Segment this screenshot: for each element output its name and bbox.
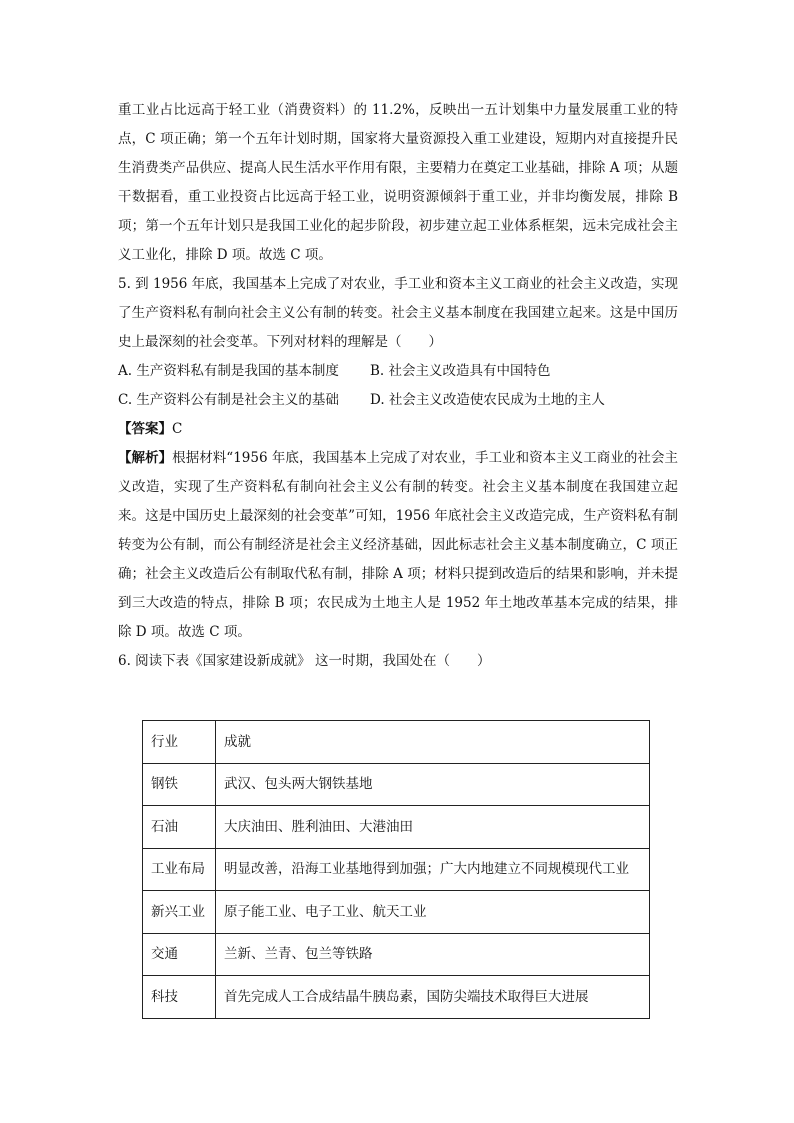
q5-option-a: A. 生产资料私有制是我国的基本制度 <box>118 363 339 379</box>
q5-answer-label: 【答案】 <box>118 421 172 437</box>
table-cell-achievement: 兰新、兰青、包兰等铁路 <box>216 933 650 976</box>
table-row <box>143 976 650 1019</box>
table-row <box>143 848 650 891</box>
q5-options-row-1 <box>118 357 678 386</box>
table-cell-achievement: 原子能工业、电子工业、航天工业 <box>216 891 650 934</box>
q5-stem: 5. 到 1956 年底，我国基本上完成了对农业，手工业和资本主义工商业的社会主义改造，实现了生产资料私有制向社会主义公有制的转变。社会主义基本制度在我国建立起来。这是中国历史上最深刻的社会变革。下列对材料的理解是（ ） <box>118 276 678 350</box>
q5-answer-value: C <box>172 421 183 437</box>
table-header-industry: 行业 <box>143 721 216 764</box>
table-cell-industry: 交通 <box>143 933 216 976</box>
q5-analysis-text: 根据材料“1956 年底，我国基本上完成了对农业，手工业和资本主义工商业的社会主义改造，实现了生产资料私有制向社会主义公有制的转变。社会主义基本制度在我国建立起来。这是中国历史上最深刻的社会变革”可知，1956 年底社会主义改造完成，生产资料私有制转变为公有制，而公有制经济是社会主义经济基础，因此标志社会主义基本制度确立，C 项正确；社会主义改造后公有制取代私有制，排除 A 项；材料只提到改造后的结果和影响，并未提到三大改造的特点，排除 B 项；农民成为土地主人是 1952 年土地改革基本完成的结果，排除 D 项。故选 C 项。 <box>118 450 678 640</box>
table-cell-achievement: 武汉、包头两大钢铁基地 <box>216 763 650 806</box>
q5-answer <box>118 415 678 444</box>
table-cell-industry: 工业布局 <box>143 848 216 891</box>
table-row <box>143 806 650 849</box>
table-cell-achievement: 大庆油田、胜利油田、大港油田 <box>216 806 650 849</box>
table-row <box>143 933 650 976</box>
table-header-row <box>143 721 650 764</box>
table-cell-achievement: 明显改善，沿海工业基地得到加强；广大内地建立不同规模现代工业 <box>216 848 650 891</box>
q5-options-row-2 <box>118 386 678 415</box>
table-row <box>143 763 650 806</box>
q5-option-c: C. 生产资料公有制是社会主义的基础 <box>118 392 339 408</box>
table-cell-achievement: 首先完成人工合成结晶牛胰岛素，国防尖端技术取得巨大进展 <box>216 976 650 1019</box>
q5-analysis <box>118 444 678 647</box>
table-row <box>143 891 650 934</box>
q5-option-b: B. 社会主义改造具有中国特色 <box>370 363 551 379</box>
national-construction-table <box>142 720 650 1019</box>
table-cell-industry: 石油 <box>143 806 216 849</box>
document-body <box>118 96 678 676</box>
table-cell-industry: 新兴工业 <box>143 891 216 934</box>
q6-stem: 6. 阅读下表《国家建设新成就》 这一时期，我国处在（ ） <box>118 653 491 669</box>
q5-analysis-label: 【解析】 <box>118 450 173 466</box>
q5-option-d: D. 社会主义改造使农民成为土地的主人 <box>370 392 605 408</box>
table-cell-industry: 钢铁 <box>143 763 216 806</box>
q4-analysis-continued: 重工业占比远高于轻工业（消费资料）的 11.2%，反映出一五计划集中力量发展重工业的特点，C 项正确；第一个五年计划时期，国家将大量资源投入重工业建设，短期内对直接提升民生消费类产品供应、提高人民生活水平作用有限，主要精力在奠定工业基础，排除 A 项；从题干数据看，重工业投资占比远高于轻工业，说明资源倾斜于重工业，并非均衡发展，排除 B 项；第一个五年计划只是我国工业化的起步阶段，初步建立起工业体系框架，远未完成社会主义工业化，排除 D 项。故选 C 项。 <box>118 102 678 263</box>
table-cell-industry: 科技 <box>143 976 216 1019</box>
table-header-achievement: 成就 <box>216 721 650 764</box>
